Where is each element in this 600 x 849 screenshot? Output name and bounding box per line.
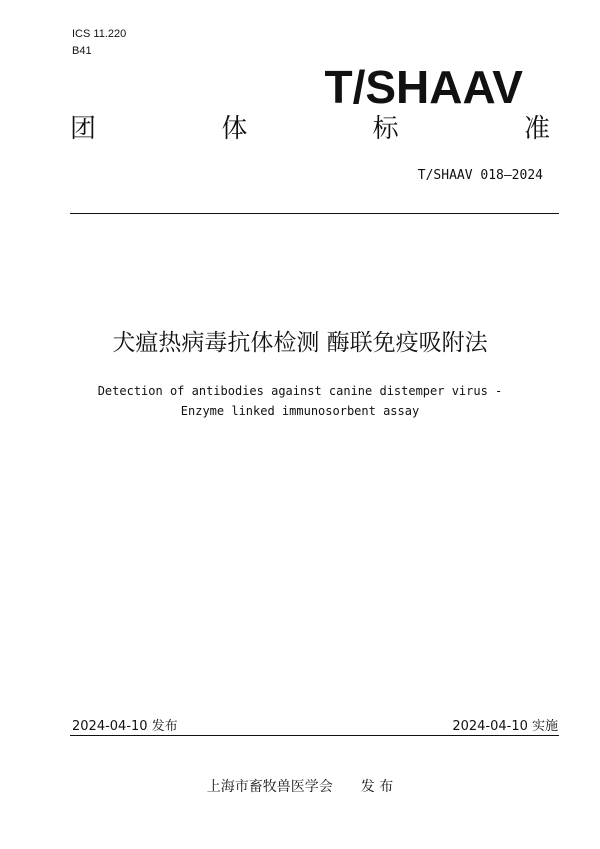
standard-type-char: 准 [523,114,550,144]
publish-date: 2024-04-10 发布 [72,719,178,734]
bottom-divider [70,735,559,736]
chinese-title: 犬瘟热病毒抗体检测 酶联免疫吸附法 [112,330,488,356]
english-title-line: Detection of antibodies against canine distemper virus - [97,384,503,398]
top-divider [70,213,559,214]
publisher-name: 上海市畜牧兽医学会 [206,779,333,795]
standard-type-char: 标 [372,114,399,144]
ccs-code: B41 [72,45,92,57]
standard-code: T/SHAAV 018—2024 [417,168,543,183]
english-title [0,381,600,421]
publish-word: 发 布 [360,779,394,795]
publisher-line [0,776,600,796]
standard-type-char: 体 [221,114,248,144]
standard-type-heading [70,116,550,142]
standard-type-char: 团 [70,114,97,144]
standard-logo: T/SHAAV [324,61,523,113]
ics-code: ICS 11.220 [72,28,127,40]
english-title-line: Enzyme linked immunosorbent assay [180,404,420,418]
implement-date: 2024-04-10 实施 [452,719,558,734]
